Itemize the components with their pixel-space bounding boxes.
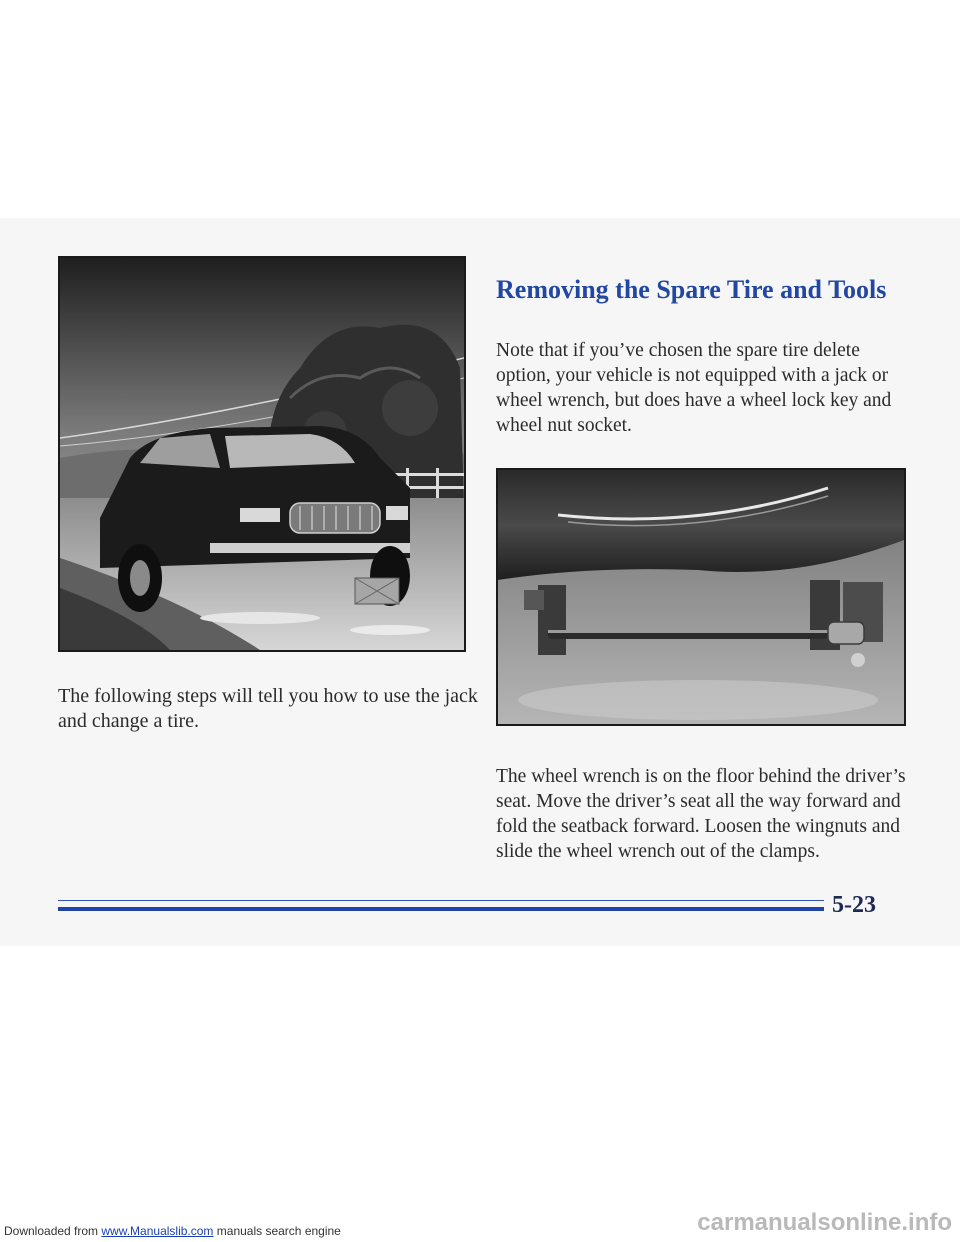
wheel-wrench-graphic <box>498 470 904 724</box>
footer-rule-thick <box>58 907 824 911</box>
watermark-text: carmanualsonline.info <box>697 1209 952 1236</box>
download-suffix: manuals search engine <box>213 1224 341 1238</box>
footer-rule <box>58 900 824 901</box>
download-note <box>4 1224 341 1238</box>
section-title: Removing the Spare Tire and Tools <box>496 275 887 304</box>
wheel-wrench-paragraph: The wheel wrench is on the floor behind the driver’s seat. Move the driver’s seat all the way forward and fold the seatback forward. Loosen the wingnuts and slide the wheel wrench out of the clamps. <box>496 765 906 862</box>
car-illustration-graphic <box>60 258 464 650</box>
left-caption: The following steps will tell you how to use the jack and change a tire. <box>58 685 478 732</box>
manualslib-link[interactable]: www.Manualslib.com <box>101 1224 214 1238</box>
car-illustration <box>58 256 466 652</box>
download-prefix: Downloaded from <box>4 1224 102 1238</box>
page-number: 5-23 <box>832 892 876 918</box>
intro-paragraph: Note that if you’ve chosen the spare tire delete option, your vehicle is not equipped with a jack or wheel wrench, but does have a wheel lock key and wheel nut socket. <box>496 339 892 436</box>
wheel-wrench-photo <box>496 468 906 726</box>
